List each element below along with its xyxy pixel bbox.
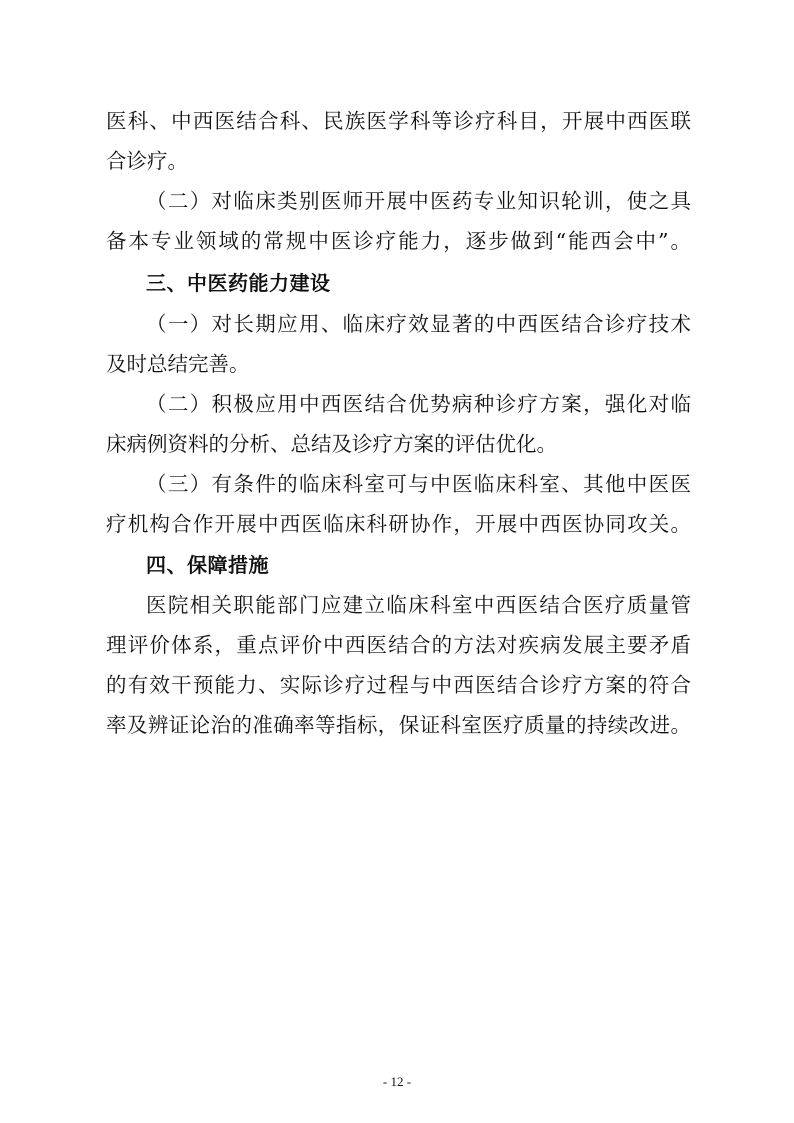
paragraph-line: 及时总结完善。 bbox=[106, 352, 250, 376]
section-heading: 四、保障措施 bbox=[146, 553, 269, 577]
page-number: - 12 - bbox=[382, 1074, 412, 1089]
paragraph-line: 的有效干预能力、实际诊疗过程与中西医结合诊疗方案的符合 bbox=[106, 673, 691, 697]
paragraph-line: 率及辨证论治的准确率等指标，保证科室医疗质量的持续改进。 bbox=[106, 713, 691, 737]
paragraph-line: 备本专业领域的常规中医诊疗能力，逐步做到“能西会中”。 bbox=[106, 229, 691, 253]
paragraph-line: 医院相关职能部门应建立临床科室中西医结合医疗质量管 bbox=[146, 593, 691, 617]
paragraph-line: 医科、中西医结合科、民族医学科等诊疗科目，开展中西医联 bbox=[106, 109, 691, 133]
paragraph-line: （一）对长期应用、临床疗效显著的中西医结合诊疗技术 bbox=[146, 312, 691, 336]
paragraph-line: 床病例资料的分析、总结及诊疗方案的评估优化。 bbox=[106, 432, 557, 456]
paragraph-line: 疗机构合作开展中西医临床科研协作，开展中西医协同攻关。 bbox=[106, 512, 691, 536]
paragraph-line: 合诊疗。 bbox=[106, 149, 188, 173]
paragraph-line: （二）积极应用中西医结合优势病种诊疗方案，强化对临 bbox=[146, 392, 691, 416]
paragraph-line: 理评价体系，重点评价中西医结合的方法对疾病发展主要矛盾 bbox=[106, 633, 691, 657]
paragraph-line: （三）有条件的临床科室可与中医临床科室、其他中医医 bbox=[146, 472, 691, 496]
section-heading: 三、中医药能力建设 bbox=[146, 271, 331, 295]
paragraph-line: （二）对临床类别医师开展中医药专业知识轮训，使之具 bbox=[146, 189, 691, 213]
